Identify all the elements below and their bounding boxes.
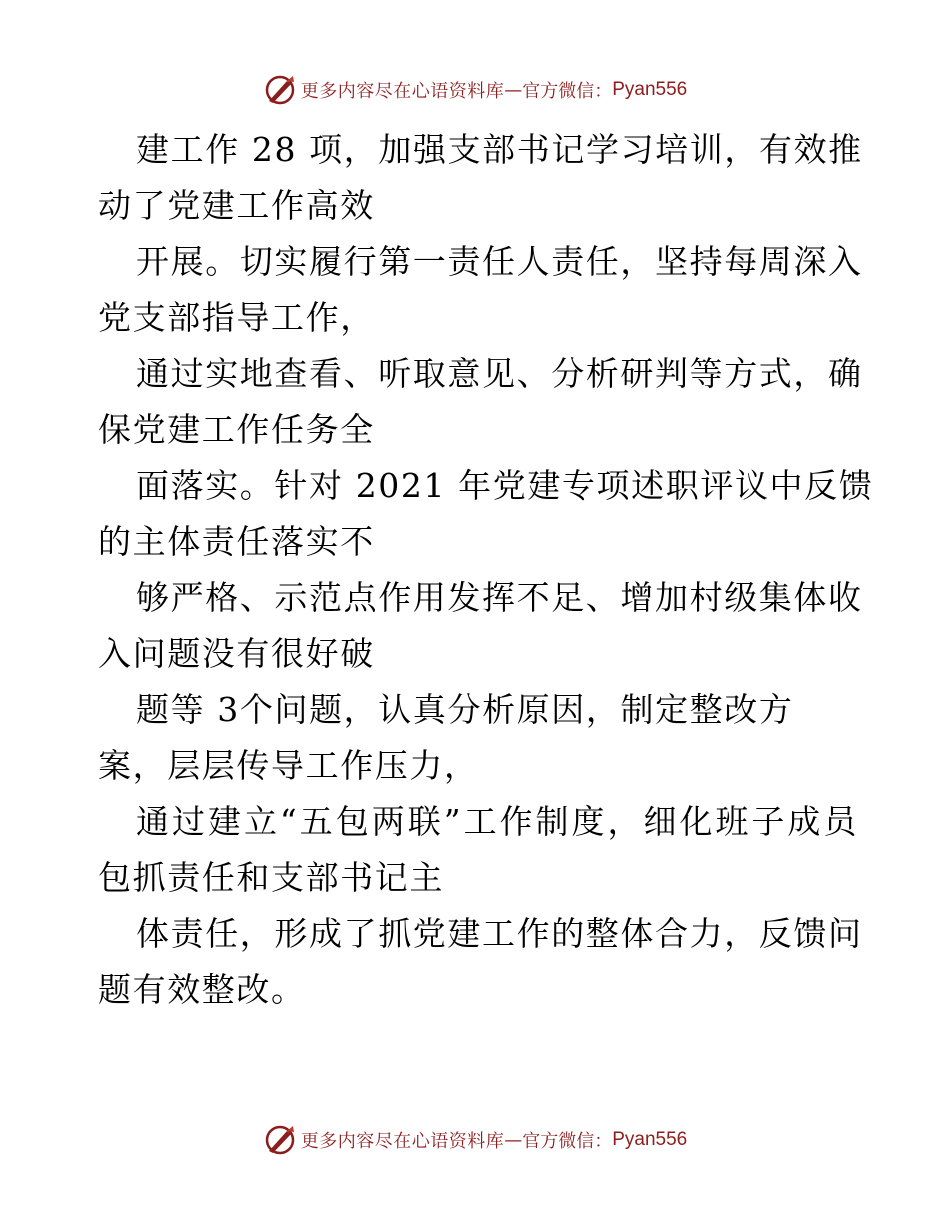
body-text [98,122,874,1018]
text-line: 动了党建工作高效 [98,186,375,225]
footer-banner [0,1120,950,1160]
text-line: 通过实地查看、听取意见、分析研判等方式，确 [136,354,863,393]
text-line: 够严格、示范点作用发挥不足、增加村级集体收 [136,578,863,617]
text-line: 的主体责任落实不 [98,522,375,561]
text-line: 开展。切实履行第一责任人责任，坚持每周深入 [136,242,863,281]
text-line: 入问题没有很好破 [98,634,375,673]
text-line: 建工作 28 项，加强支部书记学习培训，有效推 [136,130,863,169]
quill-logo-icon [263,73,297,107]
banner-separator: — [504,1129,523,1151]
text-line: 通过建立“五包两联”工作制度，细化班子成员 [136,802,858,841]
text-line: 题等 3个问题，认真分析原因，制定整改方 [136,690,794,729]
banner-wechat-label: 官方微信： [522,1131,613,1152]
text-line: 题有效整改。 [98,970,306,1009]
banner-wechat-id: Pyan556 [612,1129,688,1150]
quill-logo-icon [263,1123,297,1157]
text-line: 党支部指导工作， [98,298,375,337]
text-line: 包抓责任和支部书记主 [98,858,444,897]
banner-text: 更多内容尽在心语资料库 [300,1131,505,1152]
banner-text: 更多内容尽在心语资料库 [300,81,505,102]
text-line: 保党建工作任务全 [98,410,375,449]
banner-wechat-label: 官方微信： [522,81,613,102]
text-line: 体责任，形成了抓党建工作的整体合力，反馈问 [136,914,863,953]
banner-wechat-id: Pyan556 [612,79,688,100]
text-line: 面落实。针对 2021 年党建专项述职评议中反馈 [136,466,874,505]
banner-separator: — [504,79,523,101]
text-line: 案，层层传导工作压力， [98,746,479,785]
header-banner [0,70,950,110]
